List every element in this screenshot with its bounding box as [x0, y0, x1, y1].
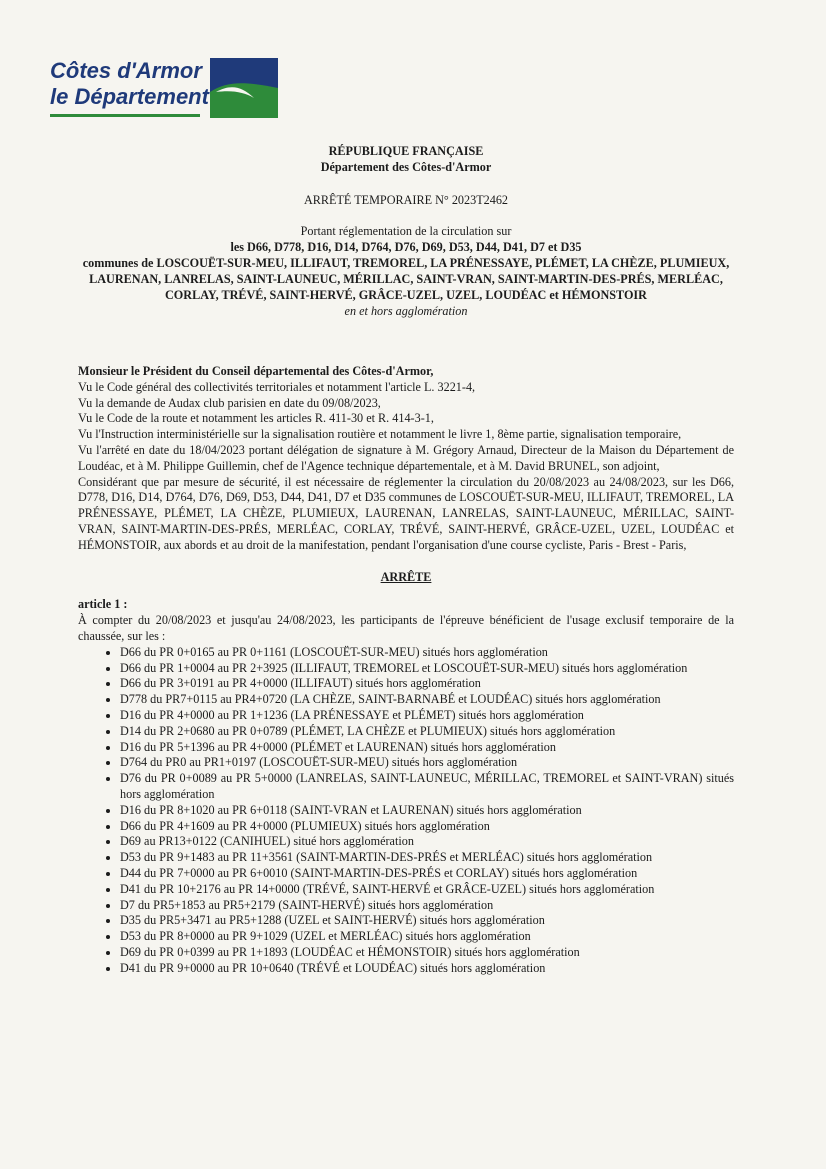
list-item: • D35 du PR5+3471 au PR5+1288 (UZEL et SAINT-HERVÉ) situés hors agglomération — [120, 913, 734, 929]
list-item: • D764 du PR0 au PR1+0197 (LOSCOUËT-SUR-MEU) situés hors agglomération — [120, 755, 734, 771]
logo-text — [50, 58, 209, 110]
road-section-list — [78, 645, 734, 977]
list-item: • D53 du PR 9+1483 au PR 11+3561 (SAINT-MARTIN-DES-PRÉS et MERLÉAC) situés hors agglomération — [120, 850, 734, 866]
document-body — [78, 364, 734, 976]
logo-line2: le Département — [50, 84, 209, 109]
president-line: Monsieur le Président du Conseil départemental des Côtes-d'Armor, — [78, 364, 434, 378]
list-item: • D66 du PR 4+1609 au PR 4+0000 (PLUMIEUX) situés hors agglomération — [120, 819, 734, 835]
list-item: • D66 du PR 1+0004 au PR 2+3925 (ILLIFAUT, TREMOREL et LOSCOUËT-SUR-MEU) situés hors agglomération — [120, 661, 734, 677]
list-item: • D41 du PR 10+2176 au PR 14+0000 (TRÉVÉ, SAINT-HERVÉ et GRÂCE-UZEL) situés hors agglomération — [120, 882, 734, 898]
arrete-heading: ARRÊTE — [380, 569, 432, 584]
agglomeration-line: en et hors agglomération — [344, 304, 468, 318]
list-item: • D16 du PR 4+0000 au PR 1+1236 (LA PRÉNESSAYE et PLÉMET) situés hors agglomération — [120, 708, 734, 724]
list-item: • D16 du PR 5+1396 au PR 4+0000 (PLÉMET et LAURENAN) situés hors agglomération — [120, 740, 734, 756]
list-item: • D7 du PR5+1853 au PR5+2179 (SAINT-HERVÉ) situés hors agglomération — [120, 898, 734, 914]
list-item: • D69 au PR13+0122 (CANIHUEL) situé hors agglomération — [120, 834, 734, 850]
list-item: • D41 du PR 9+0000 au PR 10+0640 (TRÉVÉ et LOUDÉAC) situés hors agglomération — [120, 961, 734, 977]
list-item: • D76 du PR 0+0089 au PR 5+0000 (LANRELAS, SAINT-LAUNEUC, MÉRILLAC, TREMOREL et SAINT-VRAN) situés hors agglomération — [120, 771, 734, 803]
article-1-title: article 1 : — [78, 597, 128, 612]
header-block — [78, 143, 734, 175]
departement-title: Département des Côtes-d'Armor — [320, 160, 492, 174]
logo-emblem-icon — [210, 58, 278, 118]
logo-line1: Côtes d'Armor — [50, 58, 202, 83]
list-item: • D14 du PR 2+0680 au PR 0+0789 (PLÉMET, LA CHÈZE et PLUMIEUX) situés hors agglomération — [120, 724, 734, 740]
list-item: • D16 du PR 8+1020 au PR 6+0118 (SAINT-VRAN et LAURENAN) situés hors agglomération — [120, 803, 734, 819]
logo-underline — [50, 114, 200, 117]
list-item: • D69 du PR 0+0399 au PR 1+1893 (LOUDÉAC et HÉMONSTOIR) situés hors agglomération — [120, 945, 734, 961]
article-1-text: À compter du 20/08/2023 et jusqu'au 24/08/2023, les participants de l'épreuve bénéficient de l'usage exclusif temporaire de la chaussée, sur les : — [78, 613, 734, 643]
communes-line: communes de LOSCOUËT-SUR-MEU, ILLIFAUT, TREMOREL, LA PRÉNESSAYE, PLÉMET, LA CHÈZE, PLUMIEUX, LAURENAN, LANRELAS, SAINT-LAUNEUC, MÉRILLAC, SAINT-VRAN, SAINT-MARTIN-DES-PRÉS, MERLÉAC, CORLAY, TRÉVÉ, SAINT-HERVÉ, GRÂCE-UZEL, UZEL, LOUDÉAC et HÉMONSTOIR — [82, 256, 730, 302]
routes-line: les D66, D778, D16, D14, D764, D76, D69, D53, D44, D41, D7 et D35 — [230, 240, 582, 254]
list-item: • D53 du PR 8+0000 au PR 9+1029 (UZEL et MERLÉAC) situés hors agglomération — [120, 929, 734, 945]
list-item: • D66 du PR 3+0191 au PR 4+0000 (ILLIFAUT) situés hors agglomération — [120, 676, 734, 692]
vu-line: Vu le Code de la route et notamment les articles R. 411-30 et R. 414-3-1, — [78, 411, 434, 426]
list-item: • D44 du PR 7+0000 au PR 6+0010 (SAINT-MARTIN-DES-PRÉS et CORLAY) situés hors agglomération — [120, 866, 734, 882]
considerant-paragraph: Considérant que par mesure de sécurité, il est nécessaire de réglementer la circulation du 20/08/2023 au 24/08/2023, sur les D66, D778, D16, D14, D764, D76, D69, D53, D44, D41, D7 et D35 communes de LOSCOUËT-SUR-MEU, ILLIFAUT, TREMOREL, LA PRÉNESSAYE, PLÉMET, LA CHÈZE, PLUMIEUX, LAURENAN, LANRELAS, SAINT-LAUNEUC, MÉRILLAC, SAINT-VRAN, SAINT-MARTIN-DES-PRÉS, MERLÉAC, CORLAY, TRÉVÉ, SAINT-HERVÉ, GRÂCE-UZEL, UZEL, LOUDÉAC et HÉMONSTOIR, aux abords et au droit de la manifestation, pendant l'organisation d'une course cycliste, Paris - Brest - Paris, — [78, 474, 734, 552]
arrete-number: ARRÊTÉ TEMPORAIRE N° 2023T2462 — [303, 193, 509, 207]
vu-line: Vu la demande de Audax club parisien en date du 09/08/2023, — [78, 395, 381, 410]
title-block — [78, 223, 734, 319]
list-item: • D778 du PR7+0115 au PR4+0720 (LA CHÈZE, SAINT-BARNABÉ et LOUDÉAC) situés hors agglomération — [120, 692, 734, 708]
vu-line: Vu le Code général des collectivités territoriales et notamment l'article L. 3221-4, — [78, 379, 476, 394]
portant-line: Portant réglementation de la circulation sur — [300, 224, 512, 238]
republique-title: RÉPUBLIQUE FRANÇAISE — [328, 144, 484, 158]
list-item: • D66 du PR 0+0165 au PR 0+1161 (LOSCOUËT-SUR-MEU) situés hors agglomération — [120, 645, 734, 661]
cotes-darmor-logo — [50, 58, 280, 120]
vu-line: Vu l'Instruction interministérielle sur la signalisation routière et notamment le livre 1, 8ème partie, signalisation temporaire, — [78, 427, 682, 442]
vu-line: Vu l'arrêté en date du 18/04/2023 portant délégation de signature à M. Grégory Arnaud, Directeur de la Maison du Département de Loudéac, et à M. Philippe Guillemin, chef de l'Agence technique départementale, et à M. David BRUNEL, son adjoint, — [78, 442, 734, 473]
